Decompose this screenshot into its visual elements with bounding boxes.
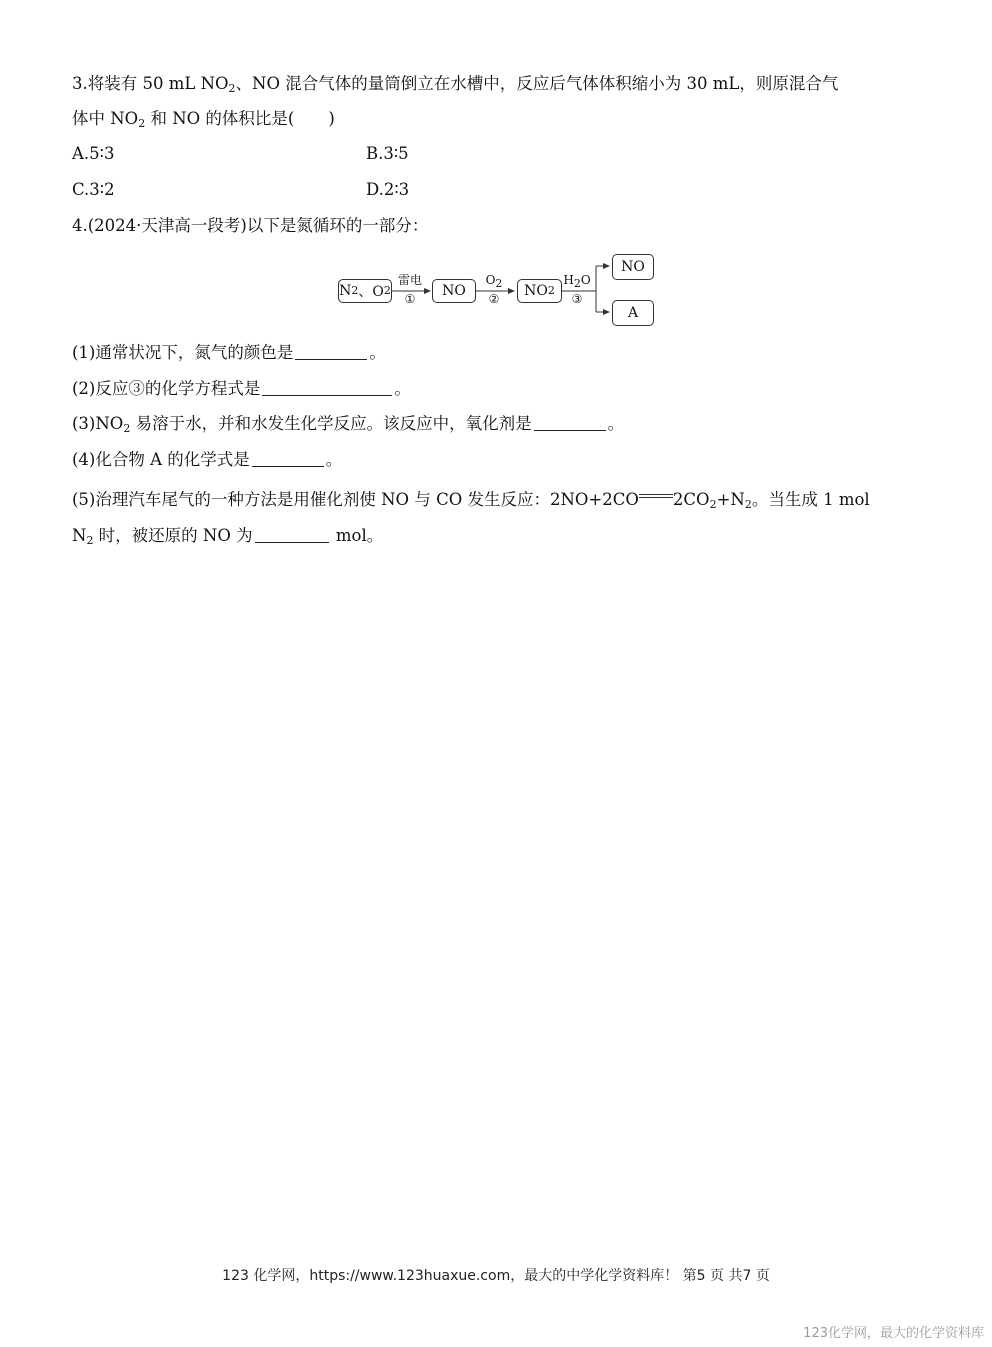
q3-option-b: B.3∶5 — [366, 144, 409, 163]
page-footer: 123 化学网，https://www.123huaxue.com，最大的中学化学资料库！ 第5 页 共7 页 — [222, 1268, 770, 1284]
box-no2: NO 2 — [517, 279, 562, 303]
box-output-a: A — [612, 300, 654, 326]
step3-number: ③ — [571, 292, 583, 306]
answer-blank-5[interactable] — [255, 525, 329, 543]
step1-label: 雷电 — [397, 273, 422, 287]
answer-blank-1[interactable] — [295, 342, 367, 360]
q4-intro: 4.(2024·天津高一段考)以下是氮循环的一部分： — [72, 216, 429, 235]
equals-sign — [639, 492, 673, 502]
q4-part4: (4)化合物 A 的化学式是 。 — [72, 450, 343, 469]
q4-part5-line2: $N_2$ 时，被还原的 NO 为 mol。 — [72, 526, 384, 547]
q3-line2: 体中 $NO_2$ 和 NO 的体积比是( ) — [72, 109, 335, 130]
q4-part1: (1)通常状况下，氮气的颜色是 。 — [72, 343, 386, 362]
box-output-no: NO — [612, 254, 654, 280]
answer-blank-2[interactable] — [262, 378, 392, 396]
watermark: 123化学网，最大的化学资料库 — [803, 1326, 984, 1341]
q4-part3: $(3)NO_2$ 易溶于水，并和水发生化学反应。该反应中，氧化剂是 。 — [72, 414, 625, 435]
q3-option-c: C.3∶2 — [72, 180, 115, 199]
q3-option-d: D.2∶3 — [366, 180, 410, 199]
q4-part2: (2)反应③的化学方程式是 。 — [72, 379, 411, 398]
box-n2-o2: N 2 、O 2 — [338, 279, 392, 303]
step2-label: $O_2$ — [485, 273, 503, 290]
q3-option-a: A.5∶3 — [72, 144, 115, 163]
box-no: NO — [432, 279, 476, 303]
step1-number: ① — [404, 292, 416, 306]
step3-label: $H_2O$ — [563, 273, 591, 290]
answer-blank-3[interactable] — [534, 413, 606, 431]
q4-part5-line1: (5)治理汽车尾气的一种方法是用催化剂使 NO 与 CO 发生反应：2NO+2CO $2CO_2+N_2$。当生成 1 mol — [72, 490, 870, 511]
q3-line1: 3.将装有 50 mL $NO_2$、NO 混合气体的量筒倒立在水槽中，反应后气体体积缩小为 30 mL，则原混合气 — [72, 74, 839, 95]
answer-blank-4[interactable] — [252, 449, 324, 467]
step2-number: ② — [488, 292, 500, 306]
